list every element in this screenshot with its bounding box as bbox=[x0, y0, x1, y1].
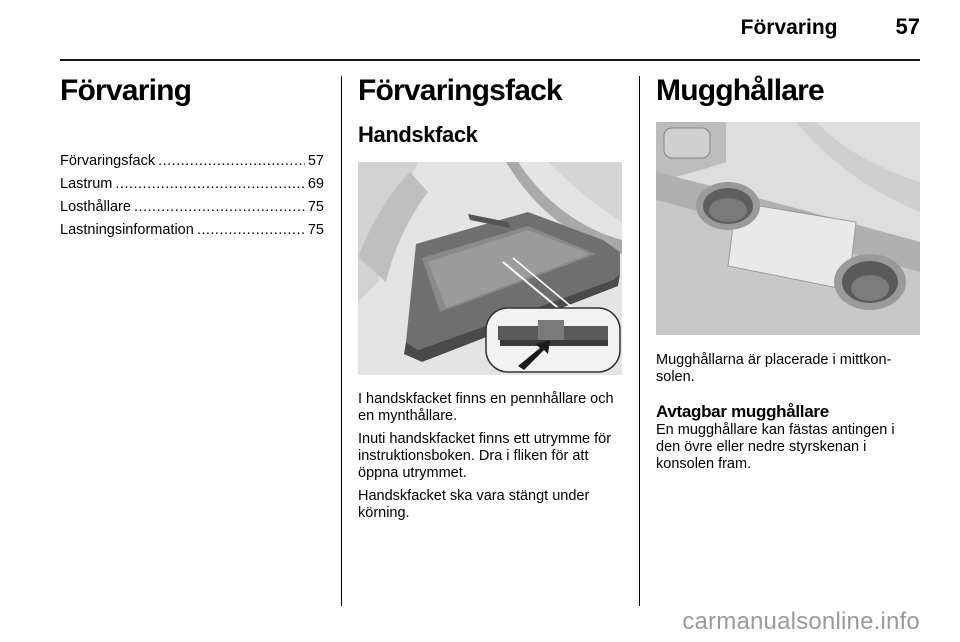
toc-leader bbox=[115, 173, 304, 196]
running-header bbox=[741, 14, 920, 48]
toc-leader bbox=[197, 219, 305, 242]
subsection-title: Avtagbar mugghållare bbox=[656, 402, 829, 421]
paragraph: Handskfacket ska vara stängt under körning. bbox=[358, 488, 590, 521]
toc-entry-page: 69 bbox=[307, 176, 324, 192]
column-3 bbox=[656, 74, 920, 473]
subsection-title: Handskfack bbox=[358, 122, 478, 147]
table-of-contents bbox=[60, 150, 324, 242]
paragraph: Mugghållarna är placerade i mittkon-solen. bbox=[656, 352, 892, 385]
toc-leader bbox=[134, 196, 305, 219]
toc-entry-label: Lastrum bbox=[60, 176, 113, 192]
toc-leader bbox=[158, 150, 305, 173]
toc-entry[interactable] bbox=[60, 173, 324, 196]
toc-entry-label: Lastningsinformation bbox=[60, 222, 194, 238]
paragraph: En mugghållare kan fästas antingen i den övre eller nedre styrskenan i konsolen fram. bbox=[656, 422, 895, 472]
toc-entry[interactable] bbox=[60, 219, 324, 242]
watermark: carmanualsonline.info bbox=[682, 608, 920, 635]
paragraph: Inuti handskfacket finns ett utrymme för instruktionsboken. Dra i fliken för att öppna utrymmet. bbox=[358, 431, 612, 481]
column-1 bbox=[60, 74, 324, 242]
column-divider-2 bbox=[639, 76, 640, 606]
chapter-title: Förvaring bbox=[60, 74, 192, 107]
toc-entry[interactable] bbox=[60, 196, 324, 219]
column-divider-1 bbox=[341, 76, 342, 606]
toc-entry-label: Förvaringsfack bbox=[60, 153, 156, 169]
toc-entry-page: 75 bbox=[307, 199, 324, 215]
paragraph: I handskfacket finns en pennhållare och en mynthållare. bbox=[358, 391, 614, 424]
page-number: 57 bbox=[895, 14, 920, 39]
header-section-title: Förvaring bbox=[740, 16, 838, 39]
toc-entry-page: 57 bbox=[307, 153, 324, 169]
cupholder-illustration bbox=[656, 122, 920, 335]
header-rule bbox=[60, 59, 920, 61]
column-2 bbox=[358, 74, 622, 522]
toc-entry-page: 75 bbox=[307, 222, 324, 238]
toc-entry[interactable] bbox=[60, 150, 324, 173]
glovebox-illustration bbox=[358, 162, 622, 375]
toc-entry-label: Losthållare bbox=[60, 199, 131, 215]
section-title: Förvaringsfack bbox=[358, 74, 562, 107]
section-title: Mugghållare bbox=[656, 74, 824, 107]
